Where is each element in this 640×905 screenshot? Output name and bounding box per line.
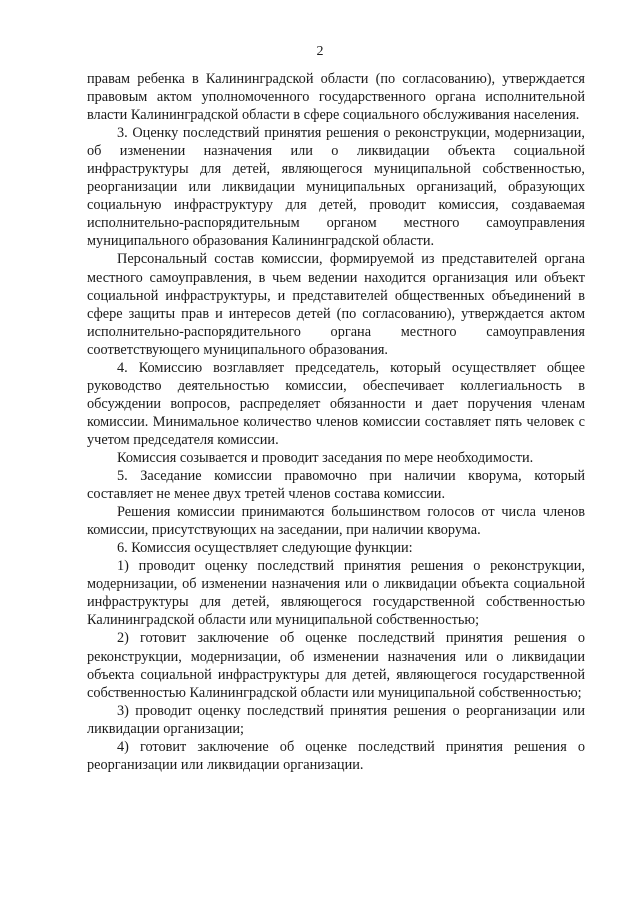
paragraph-item-3: 3. Оценку последствий принятия решения о реконструкции, модернизации, об изменении назначения или о ликвидации объекта социальной инфраструктуры для детей, являющегося муниципальной собственностью, реорганизации или ликвидации муниципальных организаций, образующих социальную инфраструктуру для детей, проводит комиссия, создаваемая исполнительно-распорядительным органом местного самоуправления муниципального образования Калининградской области.	[87, 125, 585, 250]
paragraph-meetings: Комиссия созывается и проводит заседания по мере необходимости.	[117, 449, 534, 466]
function-item-1: 1) проводит оценку последствий принятия решения о реконструкции, модернизации, об изменении назначения или о ликвидации объекта социальной инфраструктуры для детей, являющегося государственной собственностью Калининградской области или муниципальной собственностью;	[87, 558, 585, 629]
paragraph-decisions: Решения комиссии принимаются большинством голосов от числа членов комиссии, присутствующих на заседании, при наличии кворума.	[87, 504, 585, 539]
paragraph-item-4: 4. Комиссию возглавляет председатель, который осуществляет общее руководство деятельностью комиссии, обеспечивает коллегиальность в обсуждении вопросов, распределяет обязанности и дает поручения членам комиссии. Минимальное количество членов комиссии составляет пять человек с учетом председателя комиссии.	[87, 359, 585, 448]
function-item-4: 4) готовит заключение об оценке последствий принятия решения о реорганизации или ликвидации организации.	[87, 738, 585, 773]
paragraph-continuation: правам ребенка в Калининградской области (по согласованию), утверждается правовым актом уполномоченного государственного органа исполнительной власти Калининградской области в сфере социального обслуживания населения.	[87, 71, 585, 124]
paragraph-commission-composition: Персональный состав комиссии, формируемой из представителей органа местного самоуправления, в чьем ведении находится организация или объект социальной инфраструктуры, и представителей общественных объединений в сфере защиты прав и интересов детей (по согласованию), утверждается актом исполнительно-распорядительного органа местного самоуправления соответствующего муниципального образования.	[87, 251, 585, 358]
function-item-2: 2) готовит заключение об оценке последствий принятия решения о реконструкции, модернизации, об изменении назначения или о ликвидации объекта социальной инфраструктуры для детей, являющегося государственной собственностью Калининградской области или муниципальной собственностью;	[87, 630, 585, 701]
document-body	[87, 70, 585, 774]
paragraph-item-5: 5. Заседание комиссии правомочно при наличии кворума, который составляет не менее двух третей членов состава комиссии.	[87, 468, 585, 503]
function-item-3: 3) проводит оценку последствий принятия решения о реорганизации или ликвидации организации;	[87, 702, 585, 737]
page-number: 2	[316, 44, 324, 59]
paragraph-item-6: 6. Комиссия осуществляет следующие функции:	[117, 540, 413, 557]
